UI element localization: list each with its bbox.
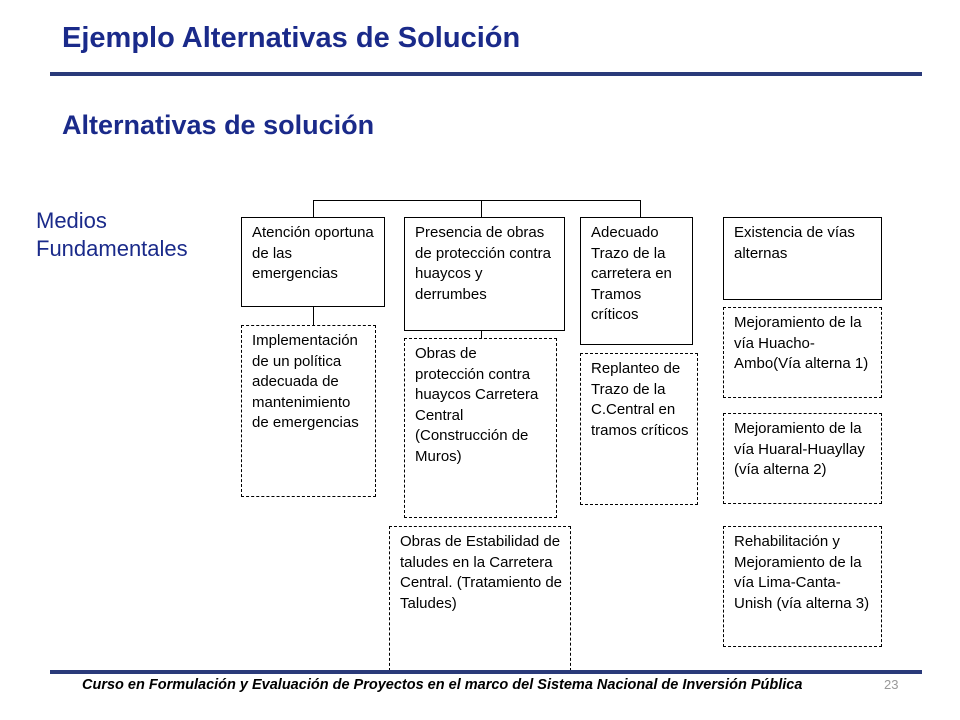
connector-vertical-1 xyxy=(313,200,314,217)
accion-via-lima-canta-unish: Rehabilitación y Mejoramiento de la vía Lima-Canta- Unish (vía alterna 3) xyxy=(723,526,882,647)
accion-replanteo-trazo: Replanteo de Trazo de la C.Central en tramos críticos xyxy=(580,353,698,505)
connector-medio1-accion xyxy=(313,307,314,325)
accion-estabilidad-taludes: Obras de Estabilidad de taludes en la Carretera Central. (Tratamiento de Taludes) xyxy=(389,526,571,671)
connector-vertical-2 xyxy=(481,200,482,217)
medio-vias-alternas: Existencia de vías alternas xyxy=(723,217,882,300)
accion-via-huaral-huayllay: Mejoramiento de la vía Huaral-Huayllay (vía alterna 2) xyxy=(723,413,882,504)
accion-via-huacho-ambo: Mejoramiento de la vía Huacho-Ambo(Vía alterna 1) xyxy=(723,307,882,398)
label-line-2: Fundamentales xyxy=(36,236,188,261)
page-number: 23 xyxy=(884,677,899,692)
footer-course-text: Curso en Formulación y Evaluación de Proyectos en el marco del Sistema Nacional de Inversión Pública xyxy=(82,677,803,693)
connector-top-horizontal xyxy=(313,200,641,201)
accion-muros-proteccion: Obras de protección contra huaycos Carretera Central (Construcción de Muros) xyxy=(404,338,557,518)
medio-trazo-carretera: Adecuado Trazo de la carretera en Tramos críticos xyxy=(580,217,693,345)
medios-fundamentales-label xyxy=(36,207,188,263)
medio-obras-proteccion: Presencia de obras de protección contra huaycos y derrumbes xyxy=(404,217,565,331)
slide-subtitle: Alternativas de solución xyxy=(62,110,375,140)
accion-politica-mantenimiento: Implementación de un política adecuada de mantenimiento de emergencias xyxy=(241,325,376,497)
medio-atencion-emergencias: Atención oportuna de las emergencias xyxy=(241,217,385,307)
slide-title: Ejemplo Alternativas de Solución xyxy=(62,22,521,54)
connector-vertical-3 xyxy=(640,200,641,217)
label-line-1: Medios xyxy=(36,208,107,233)
header-rule xyxy=(50,72,922,76)
footer-rule xyxy=(50,670,922,674)
